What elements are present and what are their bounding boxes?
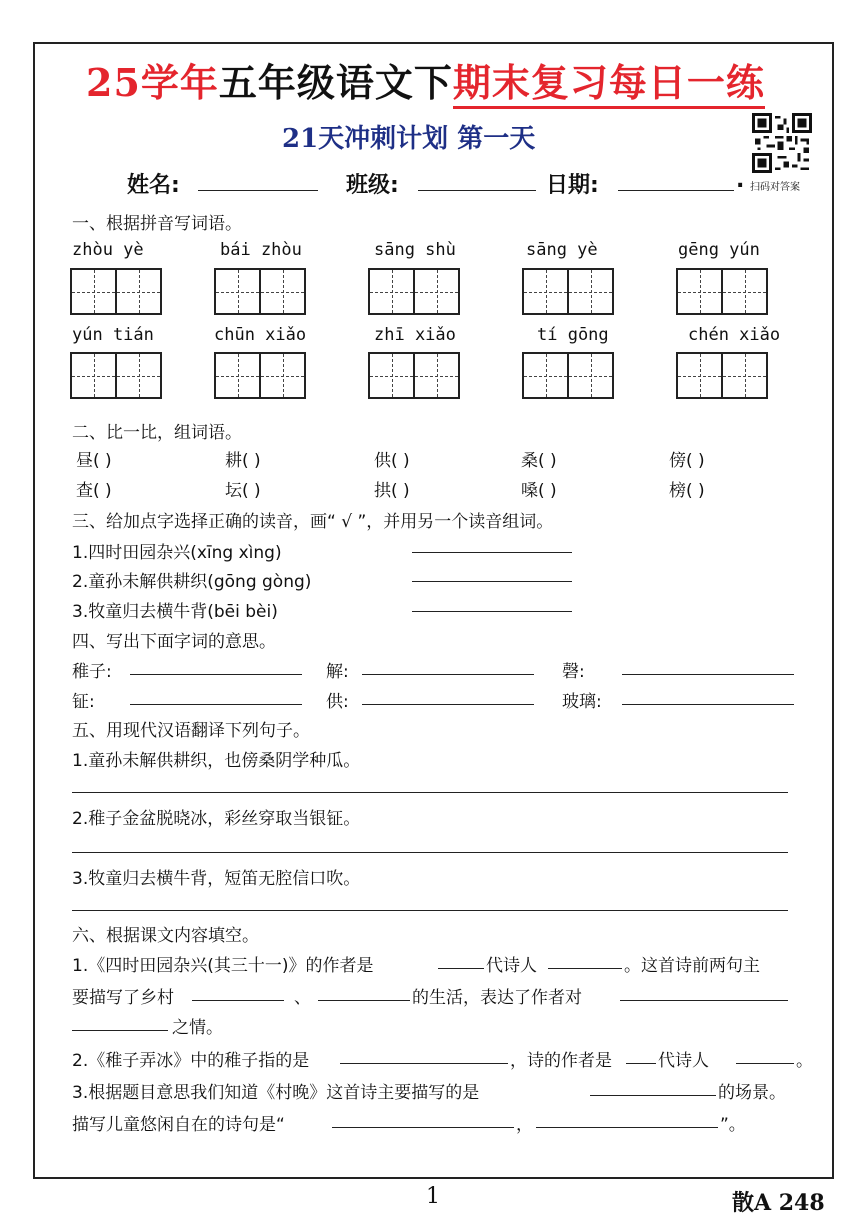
section-3-heading: 三、给加点字选择正确的读音，画“ √ ”，并用另一个读音组词。 — [72, 512, 554, 532]
section-4-heading: 四、写出下面字词的意思。 — [72, 632, 276, 652]
answer-blank[interactable] — [72, 1030, 168, 1031]
writing-grid[interactable] — [676, 268, 766, 315]
fill-text: 、 — [294, 988, 311, 1008]
pinyin-label: sāng yè — [526, 240, 598, 260]
answer-blank[interactable] — [736, 1063, 794, 1064]
title-practice: 期末复习每日一练 — [453, 60, 765, 109]
pinyin-label: gēng yún — [678, 240, 760, 260]
title-grade: 五年级语文下 — [218, 60, 453, 105]
page-number: 1 — [426, 1184, 440, 1209]
answer-blank[interactable] — [362, 674, 534, 675]
answer-blank[interactable] — [438, 968, 484, 969]
writing-grid[interactable] — [214, 352, 304, 399]
class-blank[interactable] — [418, 190, 536, 191]
meaning-label: 供: — [326, 692, 349, 712]
writing-grid[interactable] — [70, 352, 160, 399]
meaning-label: 解: — [326, 662, 349, 682]
answer-blank[interactable] — [192, 1000, 284, 1001]
document-code: 散A 248 — [732, 1190, 825, 1216]
pinyin-label: chūn xiǎo — [214, 325, 307, 345]
pinyin-label: tí gōng — [537, 325, 609, 345]
answer-blank[interactable] — [622, 674, 794, 675]
answer-blank[interactable] — [622, 704, 794, 705]
compare-item[interactable]: 昼( ) — [76, 451, 112, 471]
pinyin-label: sāng shù — [374, 240, 456, 260]
class-label: 班级: — [346, 173, 399, 198]
pronunciation-item[interactable]: 2.童孙未解供耕织(gōng gòng) — [72, 572, 312, 592]
answer-blank[interactable] — [536, 1127, 718, 1128]
compare-item[interactable]: 嗓( ) — [521, 481, 557, 501]
meaning-label: 玻璃: — [562, 692, 602, 712]
answer-blank[interactable] — [412, 552, 572, 553]
compare-item[interactable]: 供( ) — [374, 451, 410, 471]
answer-blank[interactable] — [130, 674, 302, 675]
section-5-heading: 五、用现代汉语翻译下列句子。 — [72, 721, 310, 741]
name-blank[interactable] — [198, 190, 318, 191]
fill-text: ，诗的作者是 — [510, 1051, 612, 1071]
fill-text: 3.根据题目意思我们知道《村晚》这首诗主要描写的是 — [72, 1083, 480, 1103]
section-2-heading: 二、比一比，组词语。 — [72, 423, 242, 443]
meaning-label: 稚子: — [72, 662, 112, 682]
answer-blank[interactable] — [548, 968, 622, 969]
writing-grid[interactable] — [676, 352, 766, 399]
answer-blank[interactable] — [130, 704, 302, 705]
answer-blank[interactable] — [590, 1095, 716, 1096]
name-label: 姓名: — [127, 173, 180, 198]
qr-caption: 扫码对答案 — [750, 182, 800, 193]
fill-text: 代诗人 — [658, 1051, 709, 1071]
pinyin-label: bái zhòu — [220, 240, 302, 260]
answer-line[interactable] — [72, 792, 788, 793]
fill-text: 的场景。 — [718, 1083, 786, 1103]
pronunciation-item[interactable]: 3.牧童归去横牛背(bēi bèi) — [72, 602, 278, 622]
translate-sentence: 3.牧童归去横牛背，短笛无腔信口吹。 — [72, 869, 361, 889]
answer-line[interactable] — [72, 910, 788, 911]
answer-blank[interactable] — [332, 1127, 514, 1128]
date-blank[interactable] — [618, 190, 734, 191]
translate-sentence: 2.稚子金盆脱晓冰，彩丝穿取当银钲。 — [72, 809, 361, 829]
section-6-heading: 六、根据课文内容填空。 — [72, 926, 259, 946]
answer-blank[interactable] — [412, 581, 572, 582]
pinyin-label: zhī xiǎo — [374, 325, 456, 345]
translate-sentence: 1.童孙未解供耕织，也傍桑阴学种瓜。 — [72, 751, 361, 771]
fill-text: 。这首诗前两句主 — [624, 956, 760, 976]
compare-item[interactable]: 榜( ) — [669, 481, 705, 501]
compare-item[interactable]: 耕( ) — [225, 451, 261, 471]
fill-text: ”。 — [720, 1115, 746, 1135]
compare-item[interactable]: 拱( ) — [374, 481, 410, 501]
pinyin-label: zhòu yè — [72, 240, 144, 260]
end-dot: . — [736, 168, 745, 193]
writing-grid[interactable] — [522, 268, 612, 315]
pinyin-label: chén xiǎo — [688, 325, 781, 345]
compare-item[interactable]: 傍( ) — [669, 451, 705, 471]
qr-code-icon[interactable] — [752, 113, 812, 173]
fill-text: 。 — [796, 1051, 813, 1071]
answer-line[interactable] — [72, 852, 788, 853]
fill-text: 要描写了乡村 — [72, 988, 174, 1008]
writing-grid[interactable] — [70, 268, 160, 315]
writing-grid[interactable] — [368, 268, 458, 315]
compare-item[interactable]: 桑( ) — [521, 451, 557, 471]
answer-blank[interactable] — [318, 1000, 410, 1001]
meaning-label: 钲: — [72, 692, 95, 712]
writing-grid[interactable] — [368, 352, 458, 399]
answer-blank[interactable] — [362, 704, 534, 705]
meaning-label: 磬: — [562, 662, 585, 682]
subtitle: 21天冲刺计划 第一天 — [282, 124, 536, 154]
fill-text: 1.《四时田园杂兴(其三十一)》的作者是 — [72, 956, 374, 976]
answer-blank[interactable] — [412, 611, 572, 612]
writing-grid[interactable] — [214, 268, 304, 315]
fill-text: 描写儿童悠闲自在的诗句是“ — [72, 1115, 285, 1135]
section-1-heading: 一、根据拼音写词语。 — [72, 214, 242, 234]
pinyin-label: yún tián — [72, 325, 154, 345]
fill-text: 之情。 — [172, 1018, 223, 1038]
title-year: 25学年 — [86, 60, 219, 105]
fill-text: ， — [516, 1115, 533, 1135]
answer-blank[interactable] — [340, 1063, 508, 1064]
fill-text: 2.《稚子弄冰》中的稚子指的是 — [72, 1051, 310, 1071]
compare-item[interactable]: 查( ) — [76, 481, 112, 501]
compare-item[interactable]: 坛( ) — [225, 481, 261, 501]
writing-grid[interactable] — [522, 352, 612, 399]
fill-text: 的生活，表达了作者对 — [412, 988, 582, 1008]
answer-blank[interactable] — [620, 1000, 788, 1001]
answer-blank[interactable] — [626, 1063, 656, 1064]
fill-text: 代诗人 — [486, 956, 537, 976]
pronunciation-item[interactable]: 1.四时田园杂兴(xīng xìng) — [72, 543, 282, 563]
page-title — [86, 52, 765, 107]
date-label: 日期: — [546, 173, 599, 198]
